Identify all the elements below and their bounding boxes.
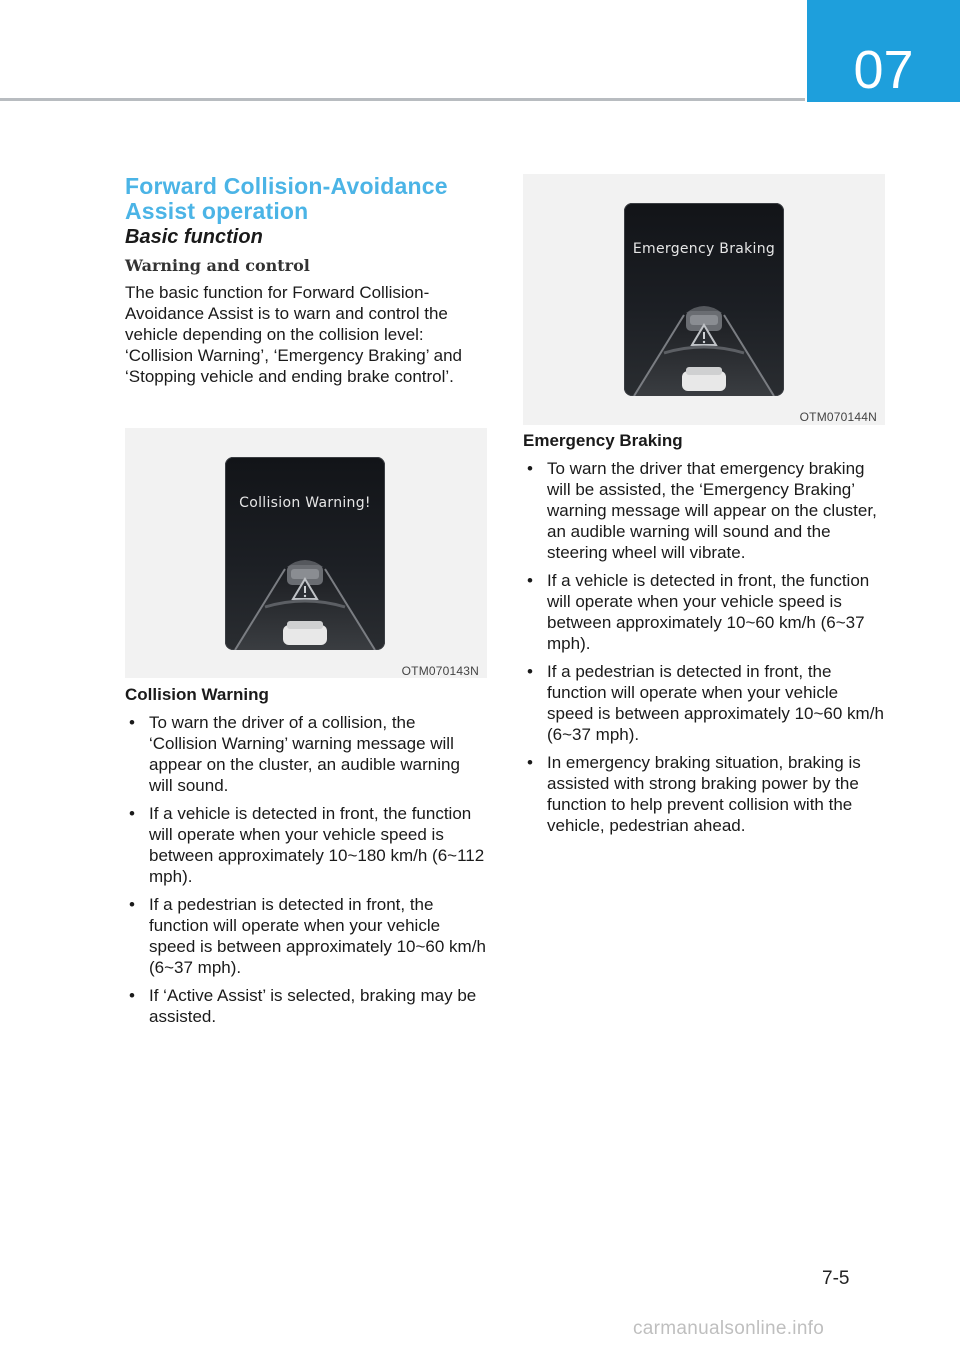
emergency-braking-list xyxy=(523,458,885,843)
cluster-screen xyxy=(225,457,385,650)
intro-paragraph: The basic function for Forward Collision-Avoidance Assist is to warn and control the vehicle depending on the collision level: ‘Collision Warning’, ‘Emergency Braking’ and ‘Stopping vehicle and ending brake control’. xyxy=(125,283,462,386)
sub-sub-title: Warning and control xyxy=(125,256,310,275)
collision-warning-list xyxy=(125,712,487,1034)
list-item: • If a vehicle is detected in front, the function will operate when your vehicle speed is between approximately 10~60 km/h (6~37 mph). xyxy=(527,571,870,653)
cluster-message: Emergency Braking xyxy=(632,241,776,257)
list-item: • To warn the driver of a collision, the ‘Collision Warning’ warning message will appear on the cluster, an audible warning will sound. xyxy=(129,713,460,795)
list-item: • If a pedestrian is detected in front, the function will operate when your vehicle speed is between approximately 10~60 km/h (6~37 mph). xyxy=(527,662,884,744)
cluster-screen xyxy=(624,203,784,396)
figure-emergency-braking xyxy=(523,174,885,425)
list-item: • In emergency braking situation, braking is assisted with strong braking power by the function to help prevent collision with the vehicle, pedestrian ahead. xyxy=(527,753,861,835)
header-rule xyxy=(0,98,805,101)
list-item: • If ‘Active Assist’ is selected, braking may be assisted. xyxy=(129,986,477,1026)
cluster-message: Collision Warning! xyxy=(239,495,371,511)
watermark: carmanualsonline.info xyxy=(633,1318,825,1339)
figure-code: OTM070143N xyxy=(401,664,479,678)
road-scene-icon xyxy=(624,203,784,396)
collision-warning-title: Collision Warning xyxy=(125,685,269,704)
figure-code: OTM070144N xyxy=(799,410,877,424)
list-item: • To warn the driver that emergency braking will be assisted, the ‘Emergency Braking’ warning message will appear on the cluster, an audible warning will sound and the steering wheel will vibrate. xyxy=(527,459,877,562)
list-item: • If a vehicle is detected in front, the function will operate when your vehicle speed is between approximately 10~180 km/h (6~112 mph). xyxy=(129,804,485,886)
page-number: 7-5 xyxy=(822,1268,850,1289)
emergency-braking-title: Emergency Braking xyxy=(523,431,683,450)
figure-collision-warning xyxy=(125,428,487,678)
sub-title: Basic function xyxy=(125,226,263,248)
road-scene-icon xyxy=(225,457,385,650)
section-title: Forward Collision-Avoidance Assist operation xyxy=(125,173,448,224)
list-item: • If a pedestrian is detected in front, the function will operate when your vehicle speed is between approximately 10~60 km/h (6~37 mph). xyxy=(129,895,486,977)
chapter-tab: 07 xyxy=(807,0,960,102)
